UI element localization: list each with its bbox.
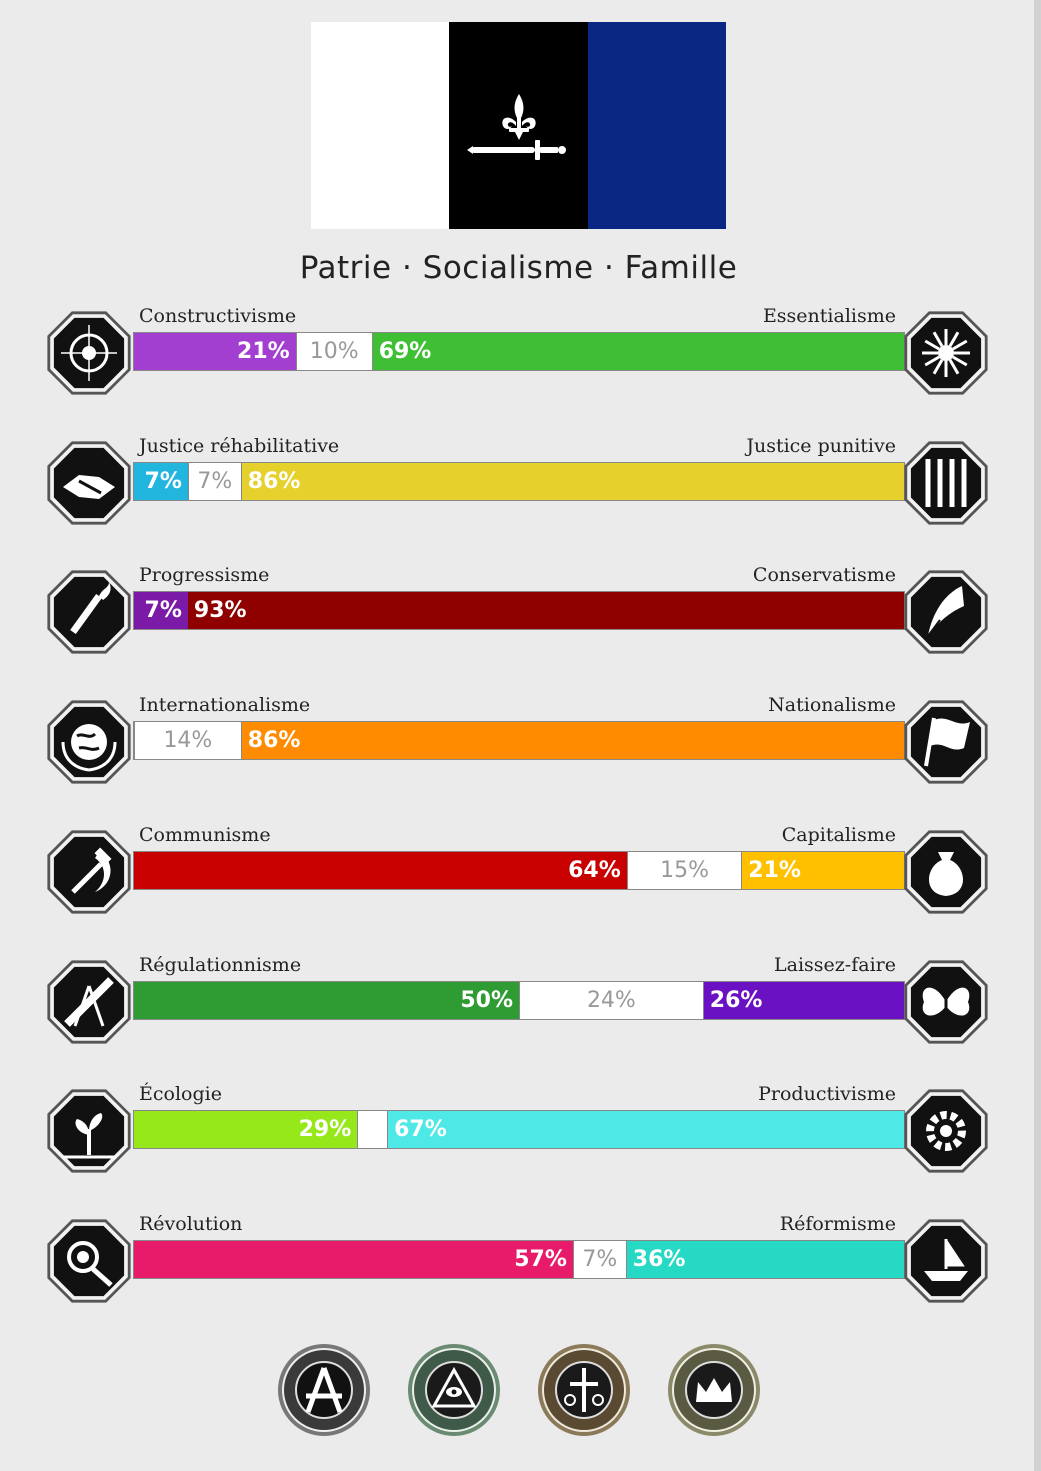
axis-bar [133,462,905,501]
quill-icon [900,566,992,658]
butterfly-icon [900,956,992,1048]
crown-badge-icon [666,1342,762,1438]
anarchism-badge-icon [276,1342,372,1438]
flag-stripe-blue [588,22,726,229]
badges [0,1342,1041,1438]
prison-bars-icon [900,437,992,529]
flag [311,22,726,229]
axis-right-segment: 67% [388,1111,904,1148]
axis-row [0,1213,1041,1323]
axis-row [0,824,1041,934]
axis-left-label: Communisme [139,823,271,846]
axis-left-label: Constructivisme [139,305,297,327]
torch-icon [43,566,135,658]
eye-pyramid-badge-icon [406,1342,502,1438]
axis-left-label: Régulationnisme [139,953,302,976]
axis-left-segment: 57% [134,1241,573,1278]
axis-middle-segment: 24% [519,982,704,1019]
axis-bar [133,591,905,630]
axis-row [0,305,1041,415]
axis-row [0,954,1041,1064]
handshake-icon [43,437,135,529]
axis-bar [133,851,905,890]
axis-left-segment: 7% [134,592,188,629]
hammer-sickle-icon [43,826,135,918]
ship-icon [900,1215,992,1307]
axis-right-segment: 86% [242,463,904,500]
axis-right-label: Laissez-faire [774,953,896,976]
religion-cross-badge-icon [536,1342,632,1438]
flag-stripe-white [311,22,449,229]
axis-row [0,1083,1041,1193]
axis-right-label: Nationalisme [768,694,896,717]
axis-right-label: Conservatisme [752,564,896,587]
axis-right-segment: 69% [373,333,904,370]
motto: Patrie · Socialisme · Famille [299,250,738,286]
axis-left-segment: 7% [134,463,188,500]
axis-middle-segment [357,1111,388,1148]
axis-middle-segment: 14% [134,722,242,759]
axis-middle-segment: 7% [188,463,242,500]
axis-bar [133,1110,905,1149]
fleur-de-lis-sword-icon [467,88,571,178]
axis-middle-segment: 10% [296,333,373,370]
axis-right-segment: 93% [188,592,904,629]
axis-bar [133,332,905,371]
eye-web-icon [43,307,135,399]
axis-left-segment: 64% [134,852,627,889]
axis-left-label: Justice réhabilitative [139,434,340,457]
axis-left-segment: 29% [134,1111,357,1148]
axis-right-label: Réformisme [779,1212,896,1235]
axis-row [0,564,1041,674]
fist-rose-icon [43,1215,135,1307]
axis-left-label: Révolution [139,1212,243,1235]
axis-left-label: Internationalisme [139,694,311,717]
axis-row [0,694,1041,804]
axis-right-label: Productivisme [758,1083,896,1106]
axis-row [0,435,1041,545]
gear-factory-icon [900,1085,992,1177]
axis-right-segment: 86% [242,722,904,759]
axis-right-label: Justice punitive [746,434,896,457]
flower-burst-icon [900,307,992,399]
axis-left-segment: 21% [134,333,296,370]
axis-bar [133,721,905,760]
axis-left-label: Écologie [139,1083,222,1106]
axis-right-segment: 21% [742,852,904,889]
axis-left-segment: 50% [134,982,519,1019]
axis-bar [133,1240,905,1279]
flag-stripe-black [449,22,588,229]
money-bag-icon [900,826,992,918]
ruler-compass-icon [43,956,135,1048]
sprout-sun-icon [43,1085,135,1177]
axis-right-label: Essentialisme [762,305,896,327]
globe-laurel-icon [43,696,135,788]
axis-middle-segment: 15% [627,852,743,889]
axis-right-segment: 36% [627,1241,904,1278]
axis-right-segment: 26% [704,982,904,1019]
axis-middle-segment: 7% [573,1241,627,1278]
axis-left-label: Progressisme [139,564,270,587]
flag-icon [900,696,992,788]
axis-right-label: Capitalisme [781,823,896,846]
axis-bar [133,981,905,1020]
